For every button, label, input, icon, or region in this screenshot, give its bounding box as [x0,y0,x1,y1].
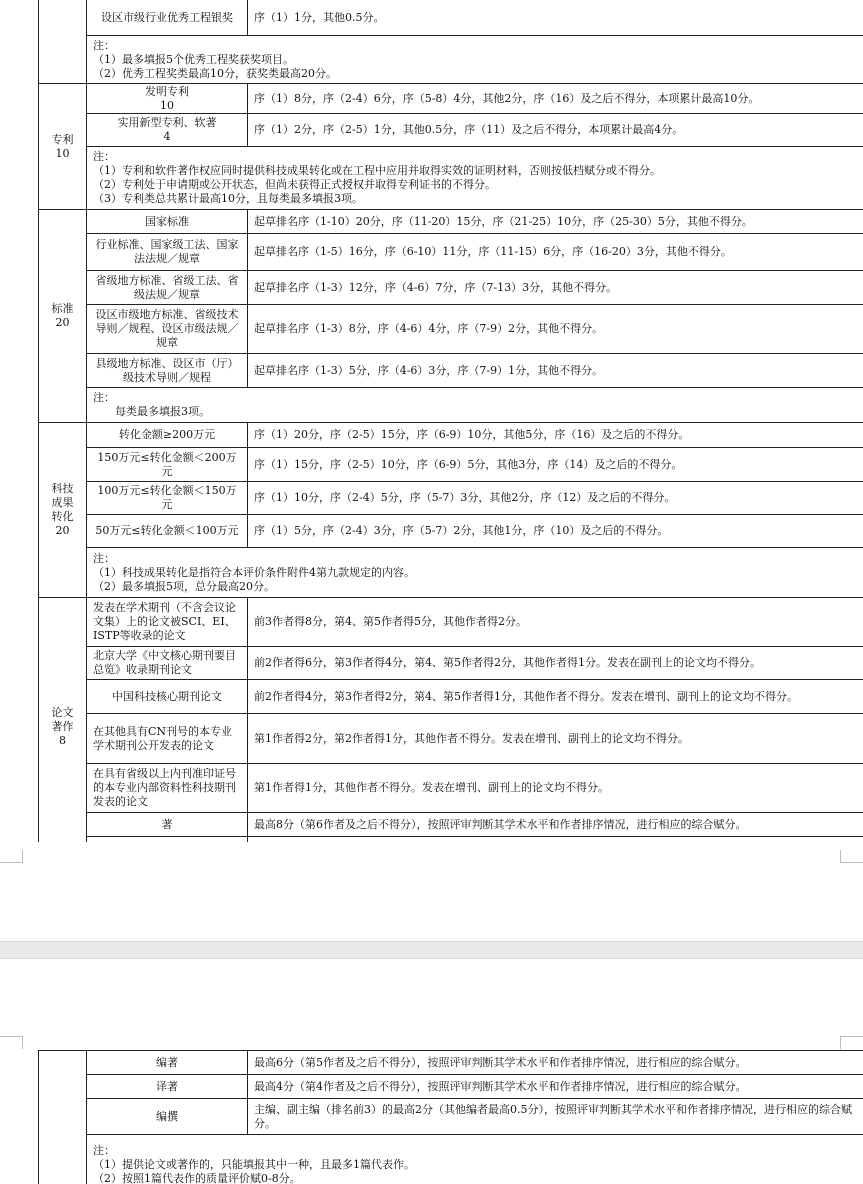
note-row [39,548,863,598]
item-name: 在其他具有CN刊号的本专业学术期刊公开发表的论文 [87,714,248,764]
item-name: 150万元≤转化金额＜200万元 [87,448,248,482]
table-row [39,598,863,647]
scoring-rule: 前2作者得4分，第3作者得2分，第4、第5作者得1分，其他作者不得分。发表在增刊、副刊上的论文均不得分。 [248,680,863,714]
award-notes: 注： （1）最多填报5个优秀工程奖获奖项目。 （2）优秀工程奖类最高10分，获奖类最高20分。 [87,36,863,84]
category-name: 标准 [51,302,74,315]
scoring-table-page-1 [38,0,863,842]
page-corner-mark [840,850,863,863]
note-row [39,1135,863,1184]
scoring-rule: 第1作者得2分，第2作者得1分，其他作者不得分。发表在增刊、副刊上的论文均不得分。 [248,714,863,764]
item-name: 国家标准 [87,210,248,234]
page-separator [0,941,863,959]
table-row [39,515,863,548]
table-row [39,482,863,515]
page-corner-mark [0,1036,23,1049]
table-row [39,647,863,680]
item-name: 编著 [87,1051,248,1075]
table-row [39,354,863,388]
table-row [39,0,863,36]
standard-notes: 注： 每类最多填报3项。 [87,388,863,423]
document-page-2 [0,1050,863,1184]
table-row [39,714,863,764]
scoring-rule: 主编、副主编（排名前3）的最高2分（其他编者最高0.5分），按照评审判断其学术水平和作者排序情况，进行相应的综合赋分。 [248,1099,863,1135]
table-row [39,448,863,482]
table-row [39,1099,863,1135]
item-name: 县级地方标准、设区市（厅）级技术导则／规程 [87,354,248,388]
transfer-notes: 注： （1）科技成果转化是指符合本评价条件附件4第九款规定的内容。 （2）最多填报5项，总分最高20分。 [87,548,863,598]
category-cell-patent [39,84,87,210]
item-name: 100万元≤转化金额＜150万元 [87,482,248,515]
table-row [39,813,863,837]
scoring-rule: 序（1）8分，序（2-4）6分，序（5-8）4分，其他2分，序（16）及之后不得分，本项累计最高10分。 [248,84,863,114]
item-name: 北京大学《中文核心期刊要目总览》收录期刊论文 [87,647,248,680]
scoring-rule: 起草排名序（1-5）16分，序（6-10）11分，序（11-15）6分，序（16-20）3分，其他不得分。 [248,234,863,271]
scoring-rule: 前3作者得8分，第4、第5作者得5分，其他作者得2分。 [248,598,863,647]
item-name: 省级地方标准、省级工法、省级法规／规章 [87,271,248,305]
item-name: 转化金额≥200万元 [87,423,248,448]
page-corner-mark [0,850,23,863]
table-row [39,114,863,147]
scoring-rule: 序（1）5分，序（2-4）3分，序（5-7）2分，其他1分，序（10）及之后的不得分。 [248,515,863,548]
scoring-rule: 起草排名序（1-3）5分，序（4-6）3分，序（7-9）1分，其他不得分。 [248,354,863,388]
item-name: 著 [87,813,248,837]
scoring-rule: 第1作者得1分，其他作者不得分。发表在增刊、副刊上的论文均不得分。 [248,764,863,813]
item-name: 编撰 [87,1099,248,1135]
scoring-table-page-2 [38,1050,863,1184]
category-cell-standard [39,210,87,423]
item-name: 发表在学术期刊（不含会议论文集）上的论文被SCI、EI、ISTP等收录的论文 [87,598,248,647]
item-name: 在具有省级以上内刊准印证号的本专业内部资料性科技期刊发表的论文 [87,764,248,813]
scoring-rule: 序（1）2分，序（2-5）1分，其他0.5分，序（11）及之后不得分，本项累计最高4分。 [248,114,863,147]
item-name: 50万元≤转化金额＜100万元 [87,515,248,548]
table-row [39,305,863,354]
scoring-rule: 起草排名序（1-3）8分，序（4-6）4分，序（7-9）2分，其他不得分。 [248,305,863,354]
table-row [39,234,863,271]
category-score: 20 [55,524,70,537]
table-row [39,764,863,813]
item-name: 设区市级行业优秀工程银奖 [87,0,248,36]
scoring-rule: 序（1）10分，序（2-4）5分，序（5-7）3分，其他2分，序（12）及之后的不得分。 [248,482,863,515]
scoring-rule: 最高6分（第5作者及之后不得分），按照评审判断其学术水平和作者排序情况，进行相应的综合赋分。 [248,1051,863,1075]
note-row [39,36,863,84]
category-cell-paper: 论文 著作 8 [39,598,87,843]
category-score: 20 [55,316,70,329]
scoring-rule: 序（1）15分，序（2-5）10分，序（6-9）5分，其他3分，序（14）及之后的不得分。 [248,448,863,482]
table-row [39,680,863,714]
patent-notes: 注： （1）专利和软件著作权应同时提供科技成果转化或在工程中应用并取得实效的证明材料，否则按低档赋分或不得分。 （2）专利处于申请期或公开状态，但尚未获得正式授权并取得专利证书的不得分。 （3）专利类总共累计最高10分，且每类最多填报3项。 [87,147,863,210]
table-row [39,210,863,234]
table-row [39,84,863,114]
category-score: 10 [55,146,70,160]
paper-notes: 注： （1）提供论文或著作的，只能填报其中一种，且最多1篇代表作。 （2）按照1篇代表作的质量评价赋0-8分。 [87,1135,863,1184]
scoring-rule: 最高4分（第4作者及之后不得分），按照评审判断其学术水平和作者排序情况，进行相应的综合赋分。 [248,1075,863,1099]
note-row [39,388,863,423]
item-name: 实用新型专利、软著 4 [87,114,248,147]
item-name: 设区市级地方标准、省级技术导则／规程、设区市级法规／规章 [87,305,248,354]
table-row [39,423,863,448]
scoring-rule: 前2作者得6分，第3作者得4分，第4、第5作者得2分，其他作者得1分。发表在副刊上的论文均不得分。 [248,647,863,680]
page-corner-mark [840,1036,863,1049]
item-name: 译著 [87,1075,248,1099]
category-name: 专利 [51,132,74,146]
note-row [39,147,863,210]
category-score: 8 [59,734,66,747]
item-name: 发明专利 10 [87,84,248,114]
category-cell-award [39,0,87,84]
scoring-rule: 最高8分（第6作者及之后不得分），按照评审判断其学术水平和作者排序情况，进行相应的综合赋分。 [248,813,863,837]
item-name: 中国科技核心期刊论文 [87,680,248,714]
table-row [39,271,863,305]
item-name: 行业标准、国家级工法、国家法法规／规章 [87,234,248,271]
table-row [39,1051,863,1075]
scoring-rule: 序（1）20分，序（2-5）15分，序（6-9）10分，其他5分，序（16）及之后的不得分。 [248,423,863,448]
category-cell-paper-continued [39,1051,87,1184]
table-row [39,1075,863,1099]
scoring-rule: 起草排名序（1-3）12分，序（4-6）7分，序（7-13）3分，其他不得分。 [248,271,863,305]
scoring-rule: 序（1）1分，其他0.5分。 [248,0,863,36]
scoring-rule: 起草排名序（1-10）20分，序（11-20）15分，序（21-25）10分，序（25-30）5分，其他不得分。 [248,210,863,234]
category-cell-transfer: 科技 成果 转化 20 [39,423,87,598]
